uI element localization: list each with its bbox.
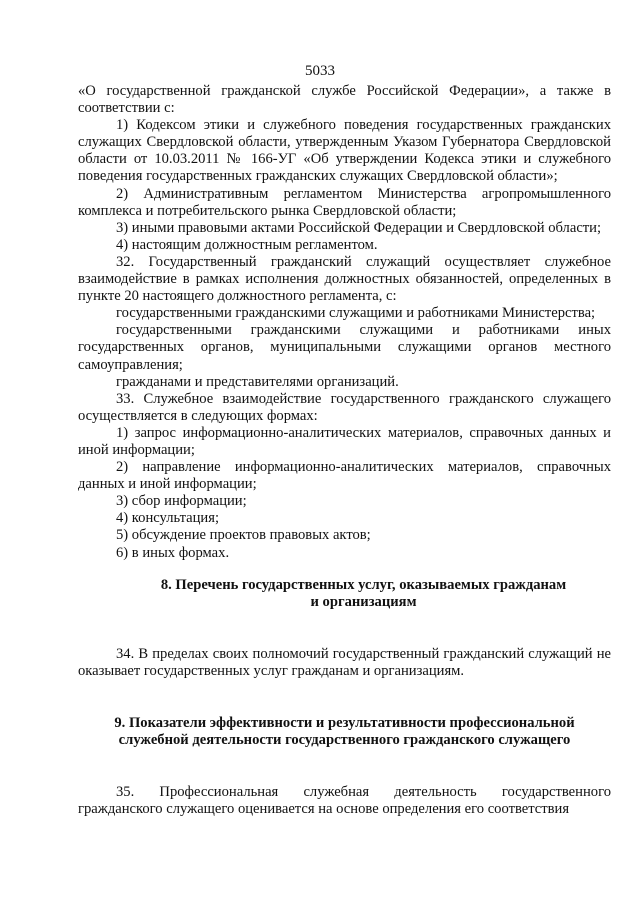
paragraph-35: 35. Профессиональная служебная деятельность государственного гражданского служащего оценивается на основе определения его соответствия — [78, 784, 611, 818]
section-8-heading-line2: и организациям — [310, 593, 417, 610]
paragraph-32: 32. Государственный гражданский служащий осуществляет служебное взаимодействие в рамках исполнения должностных обязанностей, определенных в пункте 20 настоящего должностного регламента, с: — [78, 253, 611, 305]
list-item-admin-regulation: 2) Административным регламентом Министерства агропромышленного комплекса и потребительского рынка Свердловской области; — [78, 185, 611, 219]
form-item-sending: 2) направление информационно-аналитических материалов, справочных данных и иной информации; — [78, 459, 611, 493]
paragraph-33: 33. Служебное взаимодействие государственного гражданского служащего осуществляется в следующих формах: — [78, 390, 611, 424]
paragraph-34: 34. В пределах своих полномочий государственный гражданский служащий не оказывает государственных услуг гражданам и организациям. — [78, 645, 611, 679]
list-item-ethics-code: 1) Кодексом этики и служебного поведения государственных гражданских служащих Свердловской области, утвержденным Указом Губернатора Свердловской области от 10.03.2011 № 166-УГ «Об утверждении Кодекса этики и служебного поведения государственных гражданских служащих Свердловской области»; — [78, 117, 611, 185]
list-item-this-regulation: 4) настоящим должностным регламентом. — [116, 236, 378, 253]
form-item-other: 6) в иных формах. — [116, 544, 230, 561]
section-9-heading — [78, 715, 611, 749]
document-body — [78, 83, 611, 818]
list-item-other-acts: 3) иными правовыми актами Российской Федерации и Свердловской области; — [116, 219, 602, 236]
paragraph-continuation: «О государственной гражданской службе Российской Федерации», а также в соответствии с: — [78, 83, 611, 117]
section-8-heading-line1: 8. Перечень государственных услуг, оказываемых гражданам — [160, 576, 567, 593]
form-item-request: 1) запрос информационно-аналитических материалов, справочных данных и иной информации; — [78, 424, 611, 458]
form-item-consultation: 4) консультация; — [116, 510, 220, 527]
section-9-heading-line2: служебной деятельности государственного гражданского служащего — [118, 732, 571, 749]
interaction-party-citizens: гражданами и представителями организаций. — [116, 373, 399, 390]
page-number: 5033 — [305, 63, 335, 79]
interaction-party-ministry: государственными гражданскими служащими и работниками Министерства; — [116, 305, 596, 322]
section-9-heading-line1: 9. Показатели эффективности и результативности профессиональной — [114, 715, 575, 731]
section-8-heading — [78, 577, 611, 611]
form-item-discussion: 5) обсуждение проектов правовых актов; — [116, 527, 371, 544]
form-item-collection: 3) сбор информации; — [116, 493, 247, 510]
interaction-party-other-bodies: государственными гражданскими служащими и работниками иных государственных органов, муниципальными служащими органов местного самоуправления; — [78, 322, 611, 373]
